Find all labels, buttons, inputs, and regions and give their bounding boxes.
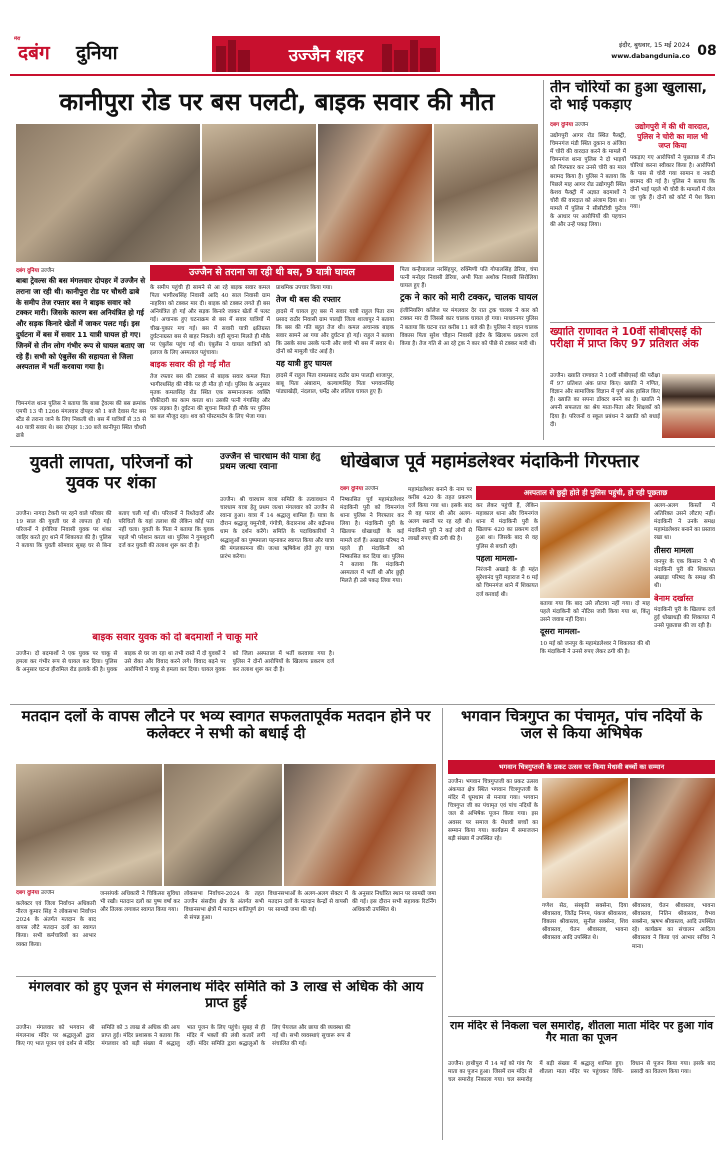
theft-col1-text: उद्योगपुरी आगर रोड स्थित फैक्ट्री, चिमनगंज मंडी स्थित दुकान व अंजिरा में चोरी की वारदात करने के मामले में चिमनगंज थाना पुलिस ने दो भाइयों को गिरफ्तार कर उनसे चोरी का माल बरामद किया है। पुलिस ने बताया कि पिछले माह आगर रोड उद्योगपुरी स्थित केशव फैक्ट्री में अज्ञात बदमाशों ने चोरी की वारदात को अंजाम दिया था। मामले में पुलिस ने सीसीटीवी फुटेज के आधार पर आरोपियों की पहचान की और उन्हें पकड़ लिया। bbox=[550, 132, 626, 229]
mm-col2-text: महामंडलेश्वर बनाने के नाम पर करीब 420 के तहत प्रकरण दर्ज किया गया था। इसके बाद से वह फरार थी और अलग-अलग स्थानों पर रह रही थी। मंदाकिनी पुरी ने कई लोगों से लाखों रुपए की ठगी की है। bbox=[408, 487, 472, 542]
bus-strip-text: उज्जैन से तराना जा रही थी बस, 9 यात्री घायल bbox=[189, 267, 355, 278]
theft-headline: तीन चोरियों का हुआ खुलासा, दो भाई पकड़ाए bbox=[550, 80, 707, 113]
bus-headline: कानीपुरा रोड पर बस पलटी, बाइक सवार की मौत bbox=[59, 88, 495, 116]
bus-col2b-text: तेज रफ्तार बस की टक्कर से बाइक सवार कमल पिता भागीरथसिंह की मौके पर ही मौत हो गई। पुलिस के अनुसार मृतक कमलसिंह रोड स्थित एक सम्मानजनक व्यक्ति चौकीदारी का काम करता था। उसकी पत्नी गंगासिंह और एक लड़का है। दुर्घटना की सूचना मिलते ही मौके पर पुलिस का बल मौजूद रहा। शव को पोस्टमार्टम के लिए भेजा गया। bbox=[150, 373, 270, 421]
bus-sub-injured: यह यात्री हुए घायल bbox=[276, 359, 332, 369]
temple-divider bbox=[16, 976, 436, 977]
logo-small: मेरा bbox=[14, 36, 21, 42]
chitragupt-strip-text: भगवान चित्रगुप्तजी के प्रकट उत्सव पर किया मेधावी बच्चों का सम्मान bbox=[498, 763, 665, 771]
mm-sub-second-case: दूसरा मामला- bbox=[540, 627, 581, 637]
mm-byline: दबंग दुनिया उज्जैन bbox=[340, 486, 379, 492]
stab-headline: बाइक सवार युवक को दो बदमाशों ने चाकू मारे bbox=[92, 632, 258, 643]
ram-body: उज्जैन। हाथीपुरा में 14 मई को गांव गैर माता का पूजन हुआ। जिसमें राम मंदिर से चल समारोह निकाला गया। चल समारोह में बड़ी संख्या में श्रद्धालु शामिल हुए। शीतला माता मंदिर पर पहुंचकर विधि-विधान से पूजन किया गया। इसके बाद प्रसादी का वितरण किया गया। bbox=[448, 1061, 715, 1084]
election-col4-text: विधानसभाओं के अलग-अलग सेक्टर में मतदान दलों के मतदान केन्द्रों से वापसी पर सामग्री जमा की गई। bbox=[268, 891, 348, 914]
hospital-photo bbox=[434, 124, 538, 262]
election-col3-text: लोकसभा निर्वाचन-2024 के तहत उज्जैन संसदीय क्षेत्र के अंतर्गत सभी विधानसभा क्षेत्रों में मतदान शांतिपूर्ण ढंग से संपन्न हुआ। bbox=[184, 891, 264, 922]
mm-col3b-text: निरंजनी अखाड़े के ही महंत सुरेशानंद पुरी महाराज ने 6 मई को चिमनगंज थाने में शिकायत दर्ज करवाई थी। bbox=[476, 567, 538, 598]
mm-col1-text: निष्कासित पूर्व महामंडलेश्वर मंदाकिनी पुरी को चिमनगंज थाना पुलिस ने गिरफ्तार कर लिया है। मंदाकिनी पुरी के खिलाफ धोखाधड़ी के कई मामले दर्ज हैं। अखाड़ा परिषद ने पहले ही मंदाकिनी को निष्कासित कर दिया था। पुलिस ने बताया कि मंदाकिनी अस्पताल में भर्ती थी और छुट्टी मिलते ही उसे पकड़ लिया गया। bbox=[340, 496, 404, 585]
chitragupt-headline: भगवान चित्रगुप्त का पंचामृत, पांच नदियों के जल से किया अभिषेक bbox=[461, 708, 702, 743]
election-photo-2 bbox=[164, 764, 282, 886]
missing-body: उज्जैन। नागदा टेकरी पर रहने वाले परिवार की 19 साल की युवती घर से लापता हो गई। परिजनों ने इंगोरिया निवासी युवक पर शंका जाहिर करते हुए थाने में शिकायत की है। पुलिस ने बताया कि युवती सोमवार सुबह घर से बिना बताए चली गई थी। परिजनों ने रिश्तेदारों और परिचितों के यहां तलाश की लेकिन कोई पता नहीं चला। युवती के पिता ने बताया कि युवक पहले भी परेशान करता था। पुलिस ने गुमशुदगी दर्ज कर युवती की तलाश शुरू कर दी है। bbox=[16, 511, 214, 550]
page-number: 08 bbox=[697, 43, 717, 59]
chitragupt-col3-text: श्रीवास्तव, चेतन श्रीवास्तव, भावना श्रीवास्तव, नितिन श्रीवास्तव, वैभव सक्सेना, ऋषभ श्रीवास्तव, आदि उपस्थित रहे। कार्यक्रम का संचालन आदित्य श्रीवास्तव ने किया एवं आभार सचिव ने माना। bbox=[632, 903, 715, 950]
ambulance-photo bbox=[318, 124, 432, 262]
election-col5-text: के अनुसार निर्धारित स्थान पर सामग्री जमा की गई। इस दौरान सभी सहायक रिटर्निंग अधिकारी उपस्थित थे। bbox=[352, 891, 436, 914]
mm-sub-first-case: पहला मामला- bbox=[476, 553, 518, 563]
logo-part1: दबंग bbox=[18, 42, 50, 64]
bus-accident-photo bbox=[16, 124, 200, 262]
mm-col1 bbox=[340, 486, 404, 700]
ram-headline: राम मंदिर से निकला चल समारोह, शीतला माता मंदिर पर हुआ गांव गैर माता का पूजन bbox=[450, 1020, 713, 1045]
chitragupt-photo-1 bbox=[542, 778, 628, 898]
chitragupt-col1-text: उज्जैन। भगवान चित्रगुप्तजी का प्रकट उत्सव अंकपात क्षेत्र स्थित भगवान चित्रगुप्तजी के मंदिर में धूमधाम से मनाया गया। भगवान चित्रगुप्त जी का पंचामृत एवं पांच नदियों के जल से अभिषेक पूजन किया गया। इस अवसर पर समाज के मेधावी बच्चों का सम्मान किया गया। कार्यक्रम में समाजजन बड़ी संख्या में उपस्थित रहे। bbox=[448, 779, 538, 842]
dateline: इंदौर, बुधवार, 15 मई 2024 bbox=[619, 41, 690, 49]
election-photo-1 bbox=[16, 764, 162, 886]
website-link[interactable]: www.dabangdunia.co bbox=[611, 52, 690, 60]
masthead-rule bbox=[10, 74, 715, 76]
temple-headline: मंगलवार को हुए पूजन से मंगलनाथ मंदिर समिति को 3 लाख से अधिक की आय प्राप्त हुई bbox=[28, 980, 424, 1011]
mandakini-photo bbox=[540, 502, 650, 598]
mm-col4-text: बताया गया कि बाद उसे लौटाया नहीं गया। दो माह पहले मंदाकिनी को नोटिस जारी किया गया था, किंतु उसने जवाब नहीं दिया। bbox=[540, 601, 650, 624]
mm-col5c-text: मंदाकिनी पुरी के खिलाफ दर्ज हुई धोखाधड़ी की शिकायत में उनसे पूछताछ की जा रही है। bbox=[654, 607, 715, 630]
bus-col3-top: प्राथमिक उपचार किया गया। bbox=[276, 285, 333, 291]
bus-col1-text: चिमनगंज थाना पुलिस ने बताया कि बाबा ट्रेवल्स की बस क्रमांक एमपी 13 पी 1266 मंगलवार दोपहर को 1 बजे देवास गेट बस स्टैंड से तराना जाने के लिए निकली थी। बस में यात्रियों से 35 से 40 यात्री सवार थे। बस दोपहर 1:30 बजे कानीपुरा स्थित चौधरी ढाबे bbox=[16, 401, 146, 440]
election-col1 bbox=[16, 890, 96, 972]
mm-headline: धोखेबाज पूर्व महामंडलेश्वर मंदाकिनी गिरफ्तार bbox=[340, 452, 639, 472]
bus-lead bbox=[16, 266, 146, 396]
theft-col2-text: पकड़ाए गए आरोपियों ने पूछताछ में तीन चोरियां करना स्वीकार किया है। आरोपियों के पास से चोरी गया सामान व नकदी बरामद की गई है। पुलिस ने बताया कि दोनों भाई पहले भी चोरी के मामलों में जेल जा चुके हैं। दोनों को कोर्ट में पेश किया गया। bbox=[630, 154, 715, 210]
bus-lead-text: बाबा ट्रेवल्स की बस मंगलवार दोपहर में उज्जैन से तराना जा रही थी। कानीपुरा रोड पर चौधरी ढाबे के समीप तेज रफ्तार बस ने बाइक सवार को टक्कर मारी। जिसके कारण बस अनियंत्रित हो गई और सड़क किनारे खेतों में जाकर पलट गई। इस दुर्घटना में बस में सवार 11 यात्री घायल हो गए। जिनमें से तीन लोग गंभीर रूप से घायल बताए जा रहे हैं। सभी को एंबुलेंस की सहायता से जिला अस्पताल में भर्ती करवाया गया है। bbox=[16, 276, 146, 372]
election-byline: दबंग दुनिया उज्जैन bbox=[16, 890, 55, 896]
theft-box-title: उद्योगपुरी में की थी वारदात, पुलिस ने चोरी का माल भी जप्त किया bbox=[635, 122, 710, 151]
missing-headline: युवती लापता, परिजनों को युवक पर शंका bbox=[29, 454, 193, 493]
election-col1-text: कलेक्टर एवं जिला निर्वाचन अधिकारी नीरज कुमार सिंह ने लोकसभा निर्वाचन 2024 के अंतर्गत मतदान के बाद वापस लौटे मतदान दलों का स्वागत किया। सभी कर्मचारियों का आभार व्यक्त किया। bbox=[16, 900, 96, 948]
mid-divider-1 bbox=[10, 446, 715, 447]
bus-byline: दबंग दुनिया उज्जैन bbox=[16, 268, 55, 274]
cbse-headline: ख्याति राणावत ने 10वीं सीबीएसई की परीक्षा में प्राप्त किए 97 प्रतिशत अंक bbox=[550, 326, 702, 351]
chitragupt-strip bbox=[448, 760, 715, 774]
mm-col3 bbox=[476, 502, 538, 700]
bus-sub-speed: तेज थी बस की रफ्तार bbox=[276, 295, 341, 305]
bus-col2 bbox=[150, 284, 270, 440]
mm-strip-text: अस्पताल से छुट्टी होते ही पुलिस पहुंची, हो रही पूछताछ bbox=[523, 488, 668, 497]
bus-sub-biker-death: बाइक सवार की हो गई मौत bbox=[150, 359, 231, 369]
mm-col4 bbox=[540, 600, 650, 700]
stab-body: उज्जैन। दो बदमाशों ने एक युवक पर चाकू से हमला कर गंभीर रूप से घायल कर दिया। पुलिस के अनुसार घटना हीरामिल रोड इलाके की है। युवक बाइक से घर जा रहा था तभी रास्ते में दो युवकों ने उसे रोका और विवाद करने लगे। विवाद बढ़ने पर आरोपियों ने चाकू से हमला कर दिया। घायल युवक को जिला अस्पताल में भर्ती करवाया गया है। पुलिस ने दोनों आरोपियों के खिलाफ प्रकरण दर्ज कर तलाश शुरू कर दी है। bbox=[16, 651, 334, 674]
theft-col1 bbox=[550, 122, 626, 318]
injured-group-photo bbox=[202, 124, 316, 262]
mm-col5-text: अलग-अलग किस्तों में अतिरिक्त उसने लौटाए नहीं। मंदाकिनी ने उनके समक्ष महामंडलेश्वर बनाने का प्रस्ताव रखा था। bbox=[654, 503, 715, 542]
logo bbox=[14, 36, 174, 66]
mm-col3-text: कर लेकर पहुंची हैं, लेकिन महाकाल थाना और चिमनगंज थाना में मंदाकिनी पुरी के खिलाफ 420 का प्रकरण दर्ज हुआ था। जिसके बाद से वह पुलिस से बचती रही। bbox=[476, 503, 538, 550]
theft-box bbox=[630, 122, 715, 318]
section-title: उज्जैन शहर bbox=[288, 46, 364, 66]
bus-strip bbox=[150, 265, 394, 281]
chitragupt-col2-text: गणेश सेठ, संस्कृति सक्सेना, दिया श्रीवास्तव, जितेंद्र निगम, पंकज श्रीवास्तव, विकास श्रीवास्तव, सुनील सक्सेना, शिव श्रीवास्तव, चेतन श्रीवास्तव, भावना श्रीवास्तव आदि उपस्थित थे। bbox=[542, 903, 628, 942]
logo-part2: दुनिया bbox=[76, 42, 118, 64]
dateline-block bbox=[560, 40, 690, 70]
cbse-body: उज्जैन। ख्याति राणावत ने 10वीं सीबीएसई की परीक्षा में 97 प्रतिशत अंक प्राप्त किए। ख्याति ने गणित, विज्ञान और सामाजिक विज्ञान में पूर्ण अंक हासिल किए हैं। ख्याति का सपना डॉक्टर बनने का है। ख्याति ने अपनी सफलता का श्रेय माता-पिता और शिक्षकों को दिया है। परिजनों व स्कूल प्रबंधन ने ख्याति को बधाई दी। bbox=[550, 373, 660, 428]
mm-strip bbox=[476, 486, 715, 500]
bus-col4 bbox=[400, 266, 538, 440]
mm-col5b-text: जनपुर के एक किसान ने भी मंदाकिनी पुरी की शिकायत अखाड़ा परिषद के समक्ष की थी। bbox=[654, 559, 715, 590]
election-col2-text: जनसंपर्क अधिकारी ने चिकित्सा सुविधा भी रखी। मतदान दलों का पुष्प वर्षा कर और तिलक लगाकर स्वागत किया गया। bbox=[100, 891, 180, 914]
mm-col5 bbox=[654, 502, 715, 700]
bus-col3b-text: हादसे में राहुल पिता रामप्रसाद राठौर ग्राम पालड़ी शाजापुर, बाबू पिता अंबाराम, कल्याणसिंह पिता भगवानसिंह पांड्याखेड़ी, नंदलाल, धर्मेंद्र और ललिता घायल हुए हैं। bbox=[276, 372, 394, 396]
bus-col4-text: इंजीनियरिंग कॉलेज पर मंगलवार देर रात ट्रक चालक ने कार को टक्कर मार दी जिससे कार चालक घायल हो गया। माधवनगर पुलिस ने बताया कि घटना रात करीब 11 बजे की है। पुलिस ने वाहन चालक विकास पिता सुरेश चौहान निवासी इंदौर के खिलाफ प्रकरण दर्ज किया है। तेज गति से आ रहे ट्रक ने कार को पीछे से टक्कर मारी थी। bbox=[400, 308, 538, 347]
yatra-headline: उज्जैन से चारधाम की यात्रा हेतु प्रथम जत्था रवाना bbox=[220, 452, 321, 473]
election-headline: मतदान दलों के वापस लौटने पर भव्य स्वागत सफलतापूर्वक मतदान होने पर कलेक्टर ने सभी को बधाई दी bbox=[21, 708, 431, 743]
student-photo bbox=[662, 374, 715, 438]
bus-col3-text: हादसे में घायल हुए बस में सवार यात्री राहुल पिता राम प्रसाद राठौर निवासी ग्राम पालड़ी जिला शाजापुर ने बताया कि बस की गति बहुत तेज थी। कमल अचानक बाइक सवार सामने आ गया और दुर्घटना हो गई। राहुल ने बताया कि उसके साथ उसके पत्नी और बच्चे भी बस में सवार थे। दोनों को मामूली चोट आई है। bbox=[276, 308, 394, 356]
cbse-divider bbox=[550, 322, 715, 323]
mm-sub-anonymous: बेनाम दर्खास्त bbox=[654, 593, 694, 603]
bottom-column-divider bbox=[442, 708, 443, 1140]
masthead bbox=[0, 0, 725, 78]
theft-byline: दबंग दुनिया उज्जैन bbox=[550, 122, 589, 128]
mid-divider-2 bbox=[10, 704, 715, 705]
mm-sub-third-case: तीसरा मामला bbox=[654, 545, 694, 555]
bus-col2-text: के समीप पहुंची ही सामने से आ रहे बाइक सवार कमल पिता भागीरथसिंह निवासी आदि 40 साल निवासी ग्राम नाहरिया को टक्कर मार दी। बाइक को टक्कर लगते ही बस अनियंत्रित हो गई और सड़क किनारे जाकर खेतों में पलट गई। अचानक हुए घटनाक्रम से बस में सवार यात्रियों में चीख-पुकार मच गई। बस में सवारी यात्री क्षतिग्रस्त दुर्घटनाग्रस्त बस से बाहर निकले। वहीं सूचना मिलते ही मौके पर एंबुलेंस पहुंच गई थी। एंबुलेंस ने घायल यात्रियों को इलाज के लिए अस्पताल पहुंचाया। bbox=[150, 285, 270, 356]
chitragupt-photo-2 bbox=[630, 778, 715, 898]
bus-col3 bbox=[276, 284, 394, 440]
bus-sub-truck: ट्रक ने कार को मारी टक्कर, चालक घायल bbox=[400, 293, 538, 304]
right-column-divider bbox=[543, 80, 544, 440]
ram-divider bbox=[448, 1016, 715, 1017]
section-banner bbox=[212, 36, 440, 72]
mm-col4b-text: 10 मई को जनपुर के महामंडलेश्वर ने शिकायत की थी कि मंदाकिनी ने उनसे रुपए लेकर ठगी की है। bbox=[540, 640, 650, 656]
temple-body: उज्जैन। मंगलवार को भगवान श्री मंगलनाथ मंदिर पर श्रद्धालुओं द्वारा किए गए भात पूजन एवं दर्शन से मंदिर समिति को 3 लाख से अधिक की आय प्राप्त हुई। मंदिर प्रशासक ने बताया कि मंगलवार को बड़ी संख्या में श्रद्धालु भात पूजन के लिए पहुंचे। सुबह से ही मंदिर में भक्तों की लंबी कतारें लगी रहीं। मंदिर समिति द्वारा श्रद्धालुओं के लिए पेयजल और छाया की व्यवस्था की गई थी। सभी व्यवस्थाएं सुचारू रूप से संचालित की गईं। bbox=[16, 1025, 351, 1048]
election-photo-3 bbox=[284, 764, 436, 886]
yatra-body: उज्जैन। श्री चारधाम यात्रा समिति के तत्वावधान में चारधाम यात्रा हेतु प्रथम जत्था मंगलवार को उज्जैन से रवाना हुआ। यात्रा में 14 श्रद्धालु शामिल हैं। यात्रा के दौरान श्रद्धालु यमुनोत्री, गंगोत्री, केदारनाथ और बद्रीनाथ धाम के दर्शन करेंगे। समिति के पदाधिकारियों ने श्रद्धालुओं का पुष्पमाला पहनाकर स्वागत किया और यात्रा की मंगलकामना की। जत्था ऋषिकेश होते हुए यात्रा प्रारंभ करेगा। bbox=[220, 497, 334, 560]
bus-col4-top: पिता कन्हैयालाल नरसिंहपुर, रुक्मिणी पति गोपालसिंह डेरिया, चंपा पत्नी मनोहर निवासी डेरिया, अभी पिता अशोक निवासी सिरोलिया घायल हुए हैं। bbox=[400, 267, 538, 290]
